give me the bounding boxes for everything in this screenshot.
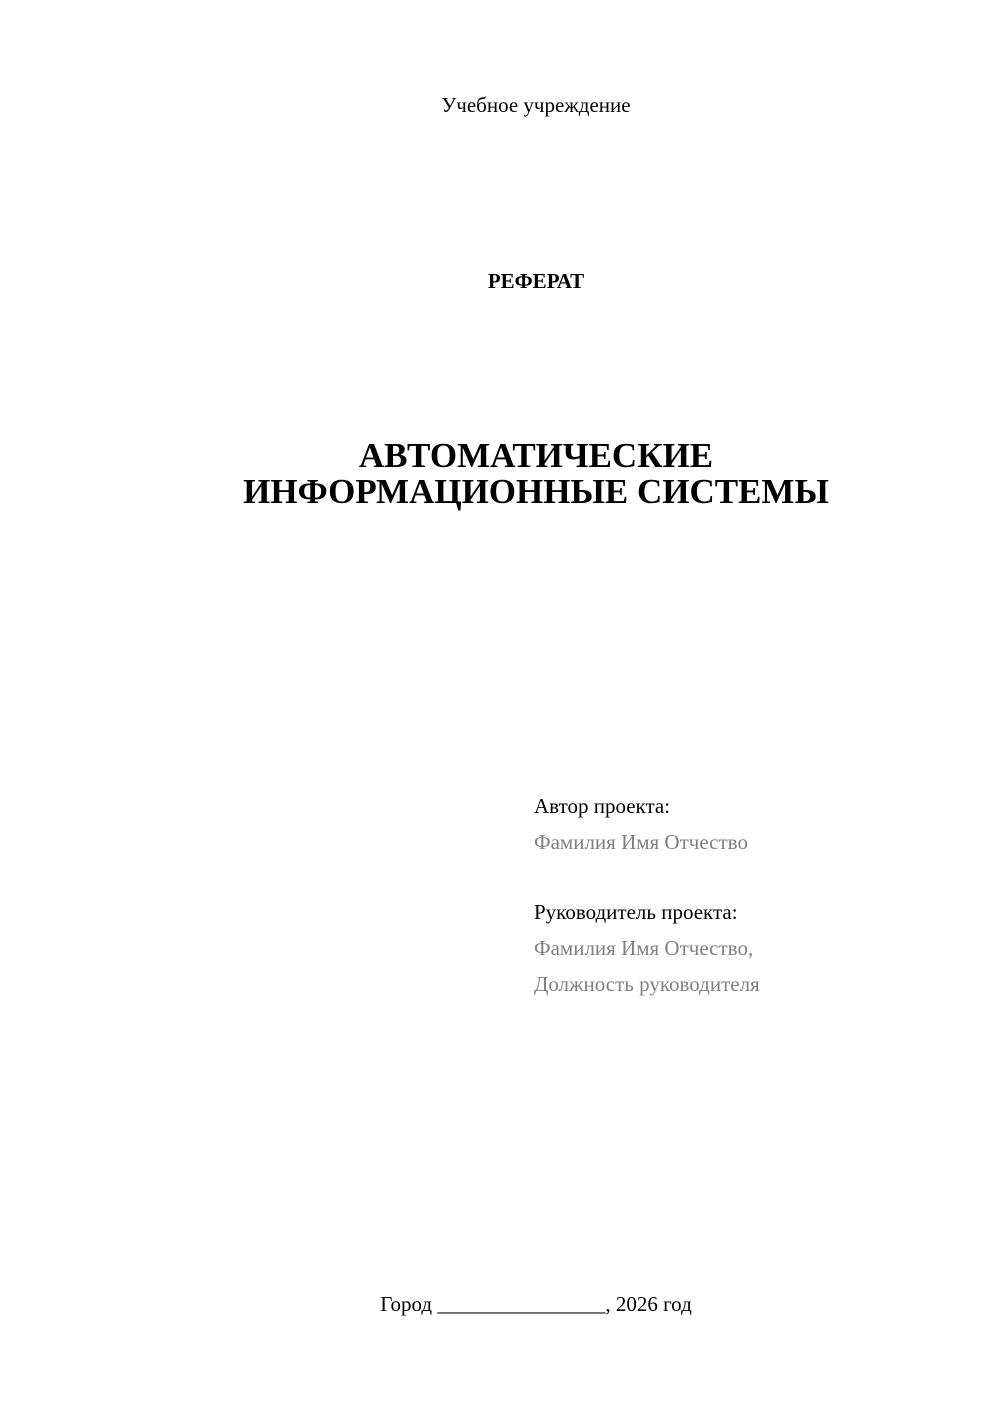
supervisor-name: Фамилия Имя Отчество, [534, 936, 754, 960]
supervisor-label: Руководитель проекта: [534, 900, 738, 924]
supervisor-position: Должность руководителя [534, 972, 760, 996]
title-line-1: АВТОМАТИЧЕСКИЕ [358, 436, 714, 475]
credits-spacer [534, 860, 974, 894]
document-type: РЕФЕРАТ [487, 269, 585, 293]
author-name: Фамилия Имя Отчество [534, 830, 748, 854]
institution-name: Учебное учреждение [441, 93, 631, 117]
title-line-2: ИНФОРМАЦИОННЫЕ СИСТЕМЫ [243, 472, 829, 511]
author-label: Автор проекта: [534, 794, 671, 818]
credits-block [534, 788, 974, 1002]
document-title [0, 438, 1000, 510]
city-year-line: Город ________________, 2026 год [380, 1292, 692, 1316]
